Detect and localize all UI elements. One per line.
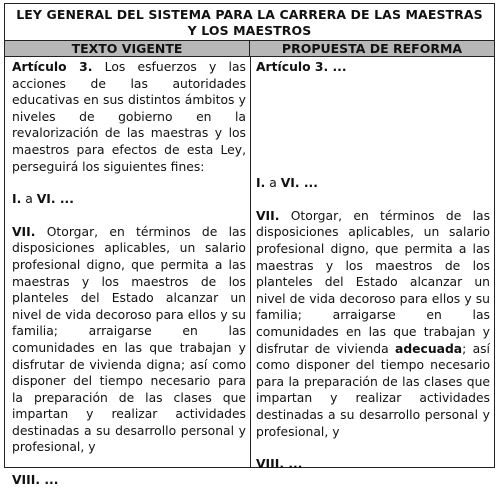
range-connector: a	[21, 192, 37, 207]
fraction-viii	[12, 472, 246, 489]
fraction-vii-paragraph	[12, 224, 246, 456]
fraction-viii-label: VIII. ...	[12, 473, 59, 488]
fraction-vii-paragraph	[256, 208, 490, 440]
range-ellipsis: ...	[299, 176, 318, 191]
range-ellipsis: ...	[55, 192, 74, 207]
range-start: I.	[12, 192, 22, 207]
reform-highlight: adecuada	[394, 341, 463, 356]
header-propuesta-reforma: PROPUESTA DE REFORMA	[249, 41, 494, 56]
article-text: Los esfuerzos y las acciones de las autoridades educativas en sus distintos ámbitos y niveles de gobierno en la revalorización de las maestras y los maestros para efectos de esta Ley, perseguirá los siguientes fines:	[12, 60, 246, 174]
column-propuesta-reforma	[250, 57, 494, 472]
range-connector: a	[265, 176, 281, 191]
fraction-viii-label: VIII. ...	[256, 457, 303, 472]
article-label: Artículo 3.	[12, 60, 93, 74]
article-3-paragraph	[12, 59, 246, 175]
fraction-vii-label: VII.	[256, 208, 280, 223]
range-end: VI.	[36, 192, 56, 207]
range-end: VI.	[280, 176, 300, 191]
table-title: LEY GENERAL DEL SISTEMA PARA LA CARRERA DE LAS MAESTRAS Y LOS MAESTROS	[5, 4, 494, 41]
fraction-vii-label: VII.	[12, 224, 36, 239]
column-texto-vigente	[5, 57, 250, 488]
fraction-vii-text: Otorgar, en términos de las disposiciones aplicables, un salario profesional digno, que permita a las maestras y los maestros de los planteles del Estado alcanzar un nivel de vida decoroso para ellos y su familia; arraigarse en las comunidades en las que trabajan y disfrutar de vivienda digna; así como disponer del tiempo necesario para la preparación de las clases que impartan y realizar actividades destinadas a su desarrollo personal y profesional, y	[12, 224, 246, 455]
article-3-paragraph	[256, 59, 490, 76]
column-header-row	[5, 41, 494, 57]
fraction-vii-text-b: ; así como disponer del tiempo necesario para la preparación de las clases que impartan y realizar actividades destinadas a su desarrollo personal y profesional, y	[256, 341, 490, 439]
fractions-range	[256, 175, 490, 192]
comparison-table	[4, 3, 495, 488]
range-start: I.	[256, 176, 266, 191]
header-texto-vigente: TEXTO VIGENTE	[71, 41, 183, 56]
article-label: Artículo 3. ...	[256, 60, 347, 74]
fraction-viii	[256, 456, 490, 473]
fraction-vii-text-a: Otorgar, en términos de las disposiciones aplicables, un salario profesional digno, que permita a las maestras y los maestros de los planteles del Estado alcanzar un nivel de vida decoroso para ellos y su familia; arraigarse en las comunidades en las que trabajan y disfrutar de vivienda	[256, 208, 490, 356]
fractions-range	[12, 191, 246, 208]
comparison-row	[5, 57, 494, 488]
